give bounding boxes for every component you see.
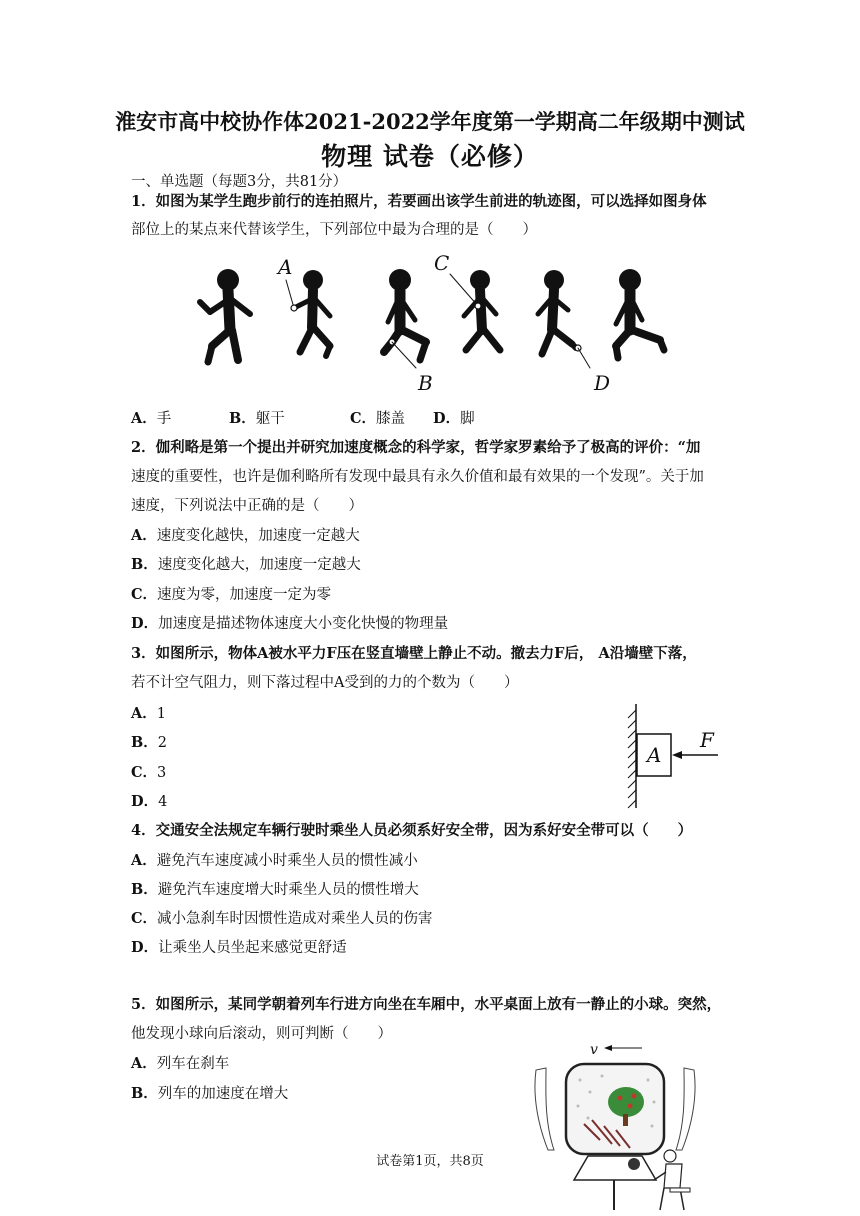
q1-label-a: A bbox=[278, 255, 293, 279]
q1-option-a[interactable]: A．手 bbox=[131, 410, 172, 427]
q1-label-c: C bbox=[434, 251, 450, 275]
q2-stem-line2: 速度的重要性，也许是伽利略所有发现中最具有永久价值和最有效果的一个发现”。关于加 bbox=[131, 469, 704, 485]
q5-option-a[interactable]: A．列车在刹车 bbox=[131, 1055, 230, 1072]
q3-wall-block-figure bbox=[620, 702, 730, 812]
q5-velocity-label: v bbox=[590, 1042, 598, 1058]
q4-stem-line1: 4．交通安全法规定车辆行驶时乘坐人员必须系好安全带，因为系好安全带可以（ ） bbox=[131, 822, 693, 839]
q4-option-d[interactable]: D．让乘坐人员坐起来感觉更舒适 bbox=[131, 939, 347, 956]
page-footer: 试卷第1页，共8页 bbox=[376, 1154, 484, 1169]
q5-option-b[interactable]: B．列车的加速度在增大 bbox=[131, 1085, 289, 1102]
q5-train-window-figure bbox=[530, 1040, 700, 1214]
q3-block-label: A bbox=[647, 743, 662, 767]
q1-stem-line2: 部位上的某点来代替该学生，下列部位中最为合理的是（ ） bbox=[131, 222, 537, 238]
exam-title: 淮安市高中校协作体2021-2022学年度第一学期高二年级期中测试 bbox=[115, 109, 745, 134]
exam-subtitle: 物理 试卷（必修） bbox=[321, 142, 539, 171]
q3-option-b[interactable]: B．2 bbox=[131, 734, 167, 751]
q3-stem-line2: 若不计空气阻力，则下落过程中A受到的力的个数为（ ） bbox=[131, 675, 519, 691]
q1-stem-line1: 1．如图为某学生跑步前行的连拍照片，若要画出该学生前进的轨迹图，可以选择如图身体 bbox=[131, 193, 707, 210]
q3-stem-line1: 3．如图所示，物体A被水平力F压在竖直墙壁上静止不动。撤去力F后， A沿墙壁下落， bbox=[131, 645, 697, 662]
q1-running-figure bbox=[190, 250, 680, 400]
q2-option-a[interactable]: A．速度变化越快，加速度一定越大 bbox=[131, 527, 360, 544]
q4-option-c[interactable]: C．减小急刹车时因惯性造成对乘坐人员的伤害 bbox=[131, 910, 433, 927]
q4-option-a[interactable]: A．避免汽车速度减小时乘坐人员的惯性减小 bbox=[131, 852, 418, 869]
q1-label-b: B bbox=[418, 371, 433, 395]
q2-option-d[interactable]: D．加速度是描述物体速度大小变化快慢的物理量 bbox=[131, 615, 449, 632]
q1-option-c[interactable]: C．膝盖 bbox=[350, 410, 406, 427]
q3-option-a[interactable]: A．1 bbox=[131, 705, 166, 722]
section-heading: 一、单选题（每题3分，共81分） bbox=[131, 174, 348, 190]
q3-option-c[interactable]: C．3 bbox=[131, 764, 167, 781]
q3-force-label: F bbox=[700, 728, 714, 752]
q1-option-b[interactable]: B．躯干 bbox=[229, 410, 285, 427]
q5-stem-line1: 5．如图所示，某同学朝着列车行进方向坐在车厢中，水平桌面上放有一静止的小球。突然， bbox=[131, 996, 722, 1013]
q1-option-d[interactable]: D．脚 bbox=[433, 410, 475, 427]
q4-option-b[interactable]: B．避免汽车速度增大时乘坐人员的惯性增大 bbox=[131, 881, 419, 898]
q2-stem-line3: 速度，下列说法中正确的是（ ） bbox=[131, 498, 363, 514]
q1-label-d: D bbox=[594, 371, 611, 395]
q2-option-b[interactable]: B．速度变化越大，加速度一定越大 bbox=[131, 556, 361, 573]
q5-stem-line2: 他发现小球向后滚动，则可判断（ ） bbox=[131, 1026, 392, 1042]
q2-option-c[interactable]: C．速度为零，加速度一定为零 bbox=[131, 586, 332, 603]
q2-stem-line1: 2．伽利略是第一个提出并研究加速度概念的科学家，哲学家罗素给予了极高的评价：“加 bbox=[131, 439, 701, 456]
q3-option-d[interactable]: D．4 bbox=[131, 793, 168, 810]
